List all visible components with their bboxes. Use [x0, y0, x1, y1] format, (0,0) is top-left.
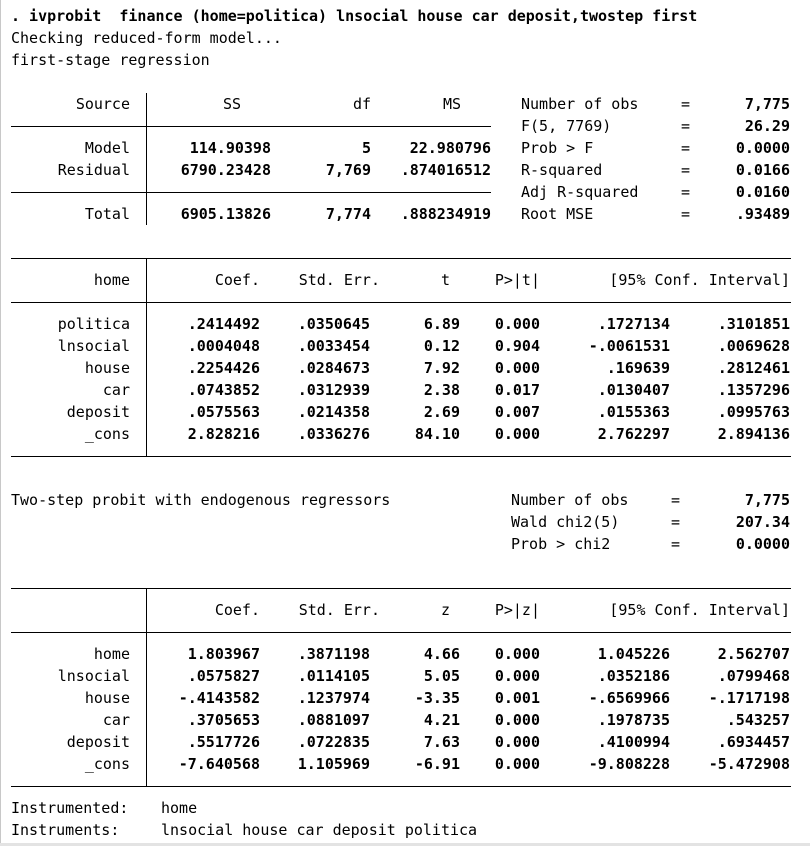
first-stage-row-se: .0312939	[297, 381, 370, 399]
first-stage-row-var: _cons	[84, 425, 130, 443]
second-stage-row-se: .0881097	[297, 711, 370, 729]
second-stage-row-stat: 5.05	[423, 667, 460, 685]
second-stage-row-se: .3871198	[297, 645, 370, 663]
second-stage-row-ci-high: .0799468	[717, 667, 790, 685]
probit-stat-value: 0.0000	[735, 535, 790, 553]
second-stage-rule	[11, 632, 791, 633]
first-stage-row-stat: 84.10	[414, 425, 460, 443]
second-stage-row-var: home	[93, 645, 130, 663]
first-stage-row-coef: .0743852	[187, 381, 260, 399]
fit-stat-label: Number of obs	[521, 95, 639, 113]
first-stage-row-se: .0336276	[297, 425, 370, 443]
anova-total-ss: 6905.13826	[180, 205, 271, 223]
first-stage-row-ci-low: -.0061531	[588, 337, 670, 355]
second-stage-row-ci-high: 2.562707	[717, 645, 790, 663]
second-stage-row-stat: 4.66	[423, 645, 460, 663]
second-stage-row-coef: .0575827	[187, 667, 260, 685]
probit-stat-value: 7,775	[744, 491, 790, 509]
anova-total-ms: .888234919	[400, 205, 491, 223]
anova-row-ss: 114.90398	[189, 139, 271, 157]
anova-row-label: Model	[84, 139, 130, 157]
second-stage-row-var: car	[102, 711, 130, 729]
second-stage-row-var: deposit	[66, 733, 130, 751]
command-line: . ivprobit finance (home=politica) lnsocial house car deposit,twostep first	[11, 7, 698, 25]
second-stage-header-stat: z	[440, 601, 450, 619]
second-stage-row-coef: .3705653	[187, 711, 260, 729]
first-stage-row-ci-high: .0995763	[717, 403, 790, 421]
probit-stat-label: Prob > chi2	[511, 535, 611, 553]
fit-stat-equals: =	[681, 183, 691, 201]
anova-total-df: 7,774	[325, 205, 371, 223]
first-stage-row-p: 0.904	[494, 337, 540, 355]
second-stage-row-var: house	[84, 689, 130, 707]
first-stage-row-stat: 2.38	[423, 381, 460, 399]
first-stage-row-var: deposit	[66, 403, 130, 421]
second-stage-row-ci-low: 1.045226	[597, 645, 670, 663]
second-stage-row-coef: .5517726	[187, 733, 260, 751]
anova-header-df: df	[352, 95, 371, 113]
second-stage-row-ci-high: .6934457	[717, 733, 790, 751]
second-stage-row-p: 0.000	[494, 667, 540, 685]
probit-stat-equals: =	[671, 535, 681, 553]
second-stage-row-ci-low: .0352186	[597, 667, 670, 685]
fit-stat-label: Prob > F	[521, 139, 594, 157]
first-stage-row-ci-low: 2.762297	[597, 425, 670, 443]
second-stage-header-ci: [95% Conf. Interval]	[609, 601, 790, 619]
first-stage-header-ci: [95% Conf. Interval]	[609, 271, 790, 289]
second-stage-rule	[11, 786, 791, 787]
first-stage-row-coef: .2414492	[187, 315, 260, 333]
instrumented-label: Instrumented:	[11, 799, 129, 817]
anova-row-label: Residual	[57, 161, 130, 179]
second-stage-header-coef: Coef.	[214, 601, 260, 619]
first-stage-header-p: P>|t|	[494, 271, 540, 289]
second-stage-row-stat: 7.63	[423, 733, 460, 751]
second-stage-row-coef: 1.803967	[187, 645, 260, 663]
first-stage-row-var: politica	[57, 315, 130, 333]
fit-stat-value: 0.0166	[735, 161, 790, 179]
instruments-value: lnsocial house car deposit politica	[161, 821, 478, 839]
anova-row-df: 7,769	[325, 161, 371, 179]
second-stage-row-ci-low: -.6569966	[588, 689, 670, 707]
first-stage-row-stat: 6.89	[423, 315, 460, 333]
second-stage-row-var: lnsocial	[57, 667, 130, 685]
first-stage-row-p: 0.000	[494, 315, 540, 333]
first-stage-row-coef: 2.828216	[187, 425, 260, 443]
fit-stat-equals: =	[681, 95, 691, 113]
fit-stat-label: Root MSE	[521, 205, 594, 223]
fit-stat-value: 7,775	[744, 95, 790, 113]
first-stage-row-se: .0350645	[297, 315, 370, 333]
first-stage-row-stat: 7.92	[423, 359, 460, 377]
second-stage-row-p: 0.000	[494, 733, 540, 751]
second-stage-row-ci-low: .1978735	[597, 711, 670, 729]
probit-stat-equals: =	[671, 513, 681, 531]
second-stage-row-stat: -6.91	[414, 755, 460, 773]
anova-row-df: 5	[361, 139, 371, 157]
second-stage-header-p: P>|z|	[494, 601, 540, 619]
fit-stat-label: F(5, 7769)	[521, 117, 612, 135]
fit-stat-equals: =	[681, 117, 691, 135]
status-line: Checking reduced-form model...	[11, 29, 282, 47]
second-stage-row-p: 0.000	[494, 755, 540, 773]
status-line: first-stage regression	[11, 51, 210, 69]
fit-stat-equals: =	[681, 139, 691, 157]
first-stage-row-ci-low: .0130407	[597, 381, 670, 399]
first-stage-row-se: .0033454	[297, 337, 370, 355]
second-stage-header-se: Std. Err.	[298, 601, 380, 619]
second-stage-row-se: .0722835	[297, 733, 370, 751]
first-stage-row-var: house	[84, 359, 130, 377]
first-stage-row-se: .0214358	[297, 403, 370, 421]
second-stage-row-ci-high: -.1717198	[708, 689, 790, 707]
first-stage-row-coef: .0575563	[187, 403, 260, 421]
probit-stat-label: Number of obs	[511, 491, 629, 509]
second-stage-row-coef: -.4143582	[178, 689, 260, 707]
first-stage-header-var: home	[93, 271, 130, 289]
first-stage-rule	[11, 302, 791, 303]
fit-stat-equals: =	[681, 205, 691, 223]
anova-divider	[146, 93, 147, 225]
second-stage-row-var: _cons	[84, 755, 130, 773]
first-stage-rule	[11, 456, 791, 457]
second-stage-row-ci-low: .4100994	[597, 733, 670, 751]
second-stage-row-se: 1.105969	[297, 755, 370, 773]
anova-total-label: Total	[84, 205, 130, 223]
second-stage-row-se: .1237974	[297, 689, 370, 707]
first-stage-row-ci-high: .0069628	[717, 337, 790, 355]
first-stage-row-se: .0284673	[297, 359, 370, 377]
fit-stat-label: Adj R-squared	[521, 183, 639, 201]
probit-stat-equals: =	[671, 491, 681, 509]
anova-rule	[11, 192, 491, 193]
probit-title: Two-step probit with endogenous regressors	[11, 491, 391, 509]
first-stage-header-se: Std. Err.	[298, 271, 380, 289]
first-stage-row-ci-high: 2.894136	[717, 425, 790, 443]
second-stage-row-ci-low: -9.808228	[588, 755, 670, 773]
anova-row-ms: .874016512	[400, 161, 491, 179]
first-stage-header-coef: Coef.	[214, 271, 260, 289]
second-stage-row-stat: 4.21	[423, 711, 460, 729]
second-stage-row-ci-high: -5.472908	[708, 755, 790, 773]
fit-stat-value: 0.0160	[735, 183, 790, 201]
first-stage-row-stat: 2.69	[423, 403, 460, 421]
instruments-label: Instruments:	[11, 821, 120, 839]
first-stage-row-var: car	[102, 381, 130, 399]
second-stage-row-se: .0114105	[297, 667, 370, 685]
first-stage-row-var: lnsocial	[57, 337, 130, 355]
second-stage-row-p: 0.000	[494, 711, 540, 729]
anova-header-source: Source	[75, 95, 130, 113]
second-stage-row-stat: -3.35	[414, 689, 460, 707]
fit-stat-equals: =	[681, 161, 691, 179]
first-stage-rule	[11, 258, 791, 259]
first-stage-header-stat: t	[440, 271, 450, 289]
first-stage-row-ci-low: .169639	[606, 359, 670, 377]
fit-stat-label: R-squared	[521, 161, 603, 179]
probit-stat-value: 207.34	[735, 513, 790, 531]
first-stage-row-p: 0.007	[494, 403, 540, 421]
instrumented-value: home	[161, 799, 198, 817]
first-stage-row-ci-high: .3101851	[717, 315, 790, 333]
anova-rule	[11, 126, 491, 127]
second-stage-row-p: 0.001	[494, 689, 540, 707]
anova-header-ms: MS	[442, 95, 461, 113]
second-stage-row-ci-high: .543257	[726, 711, 790, 729]
fit-stat-value: 26.29	[744, 117, 790, 135]
second-stage-row-coef: -7.640568	[178, 755, 260, 773]
first-stage-row-ci-low: .0155363	[597, 403, 670, 421]
first-stage-row-p: 0.017	[494, 381, 540, 399]
first-stage-row-p: 0.000	[494, 359, 540, 377]
anova-row-ss: 6790.23428	[180, 161, 271, 179]
first-stage-row-stat: 0.12	[423, 337, 460, 355]
first-stage-row-ci-low: .1727134	[597, 315, 670, 333]
probit-stat-label: Wald chi2(5)	[511, 513, 620, 531]
first-stage-row-ci-high: .1357296	[717, 381, 790, 399]
first-stage-row-coef: .0004048	[187, 337, 260, 355]
second-stage-rule	[11, 588, 791, 589]
first-stage-row-ci-high: .2812461	[717, 359, 790, 377]
first-stage-row-coef: .2254426	[187, 359, 260, 377]
anova-row-ms: 22.980796	[409, 139, 491, 157]
second-stage-row-p: 0.000	[494, 645, 540, 663]
anova-header-ss: SS	[222, 95, 241, 113]
fit-stat-value: 0.0000	[735, 139, 790, 157]
first-stage-row-p: 0.000	[494, 425, 540, 443]
fit-stat-value: .93489	[735, 205, 790, 223]
